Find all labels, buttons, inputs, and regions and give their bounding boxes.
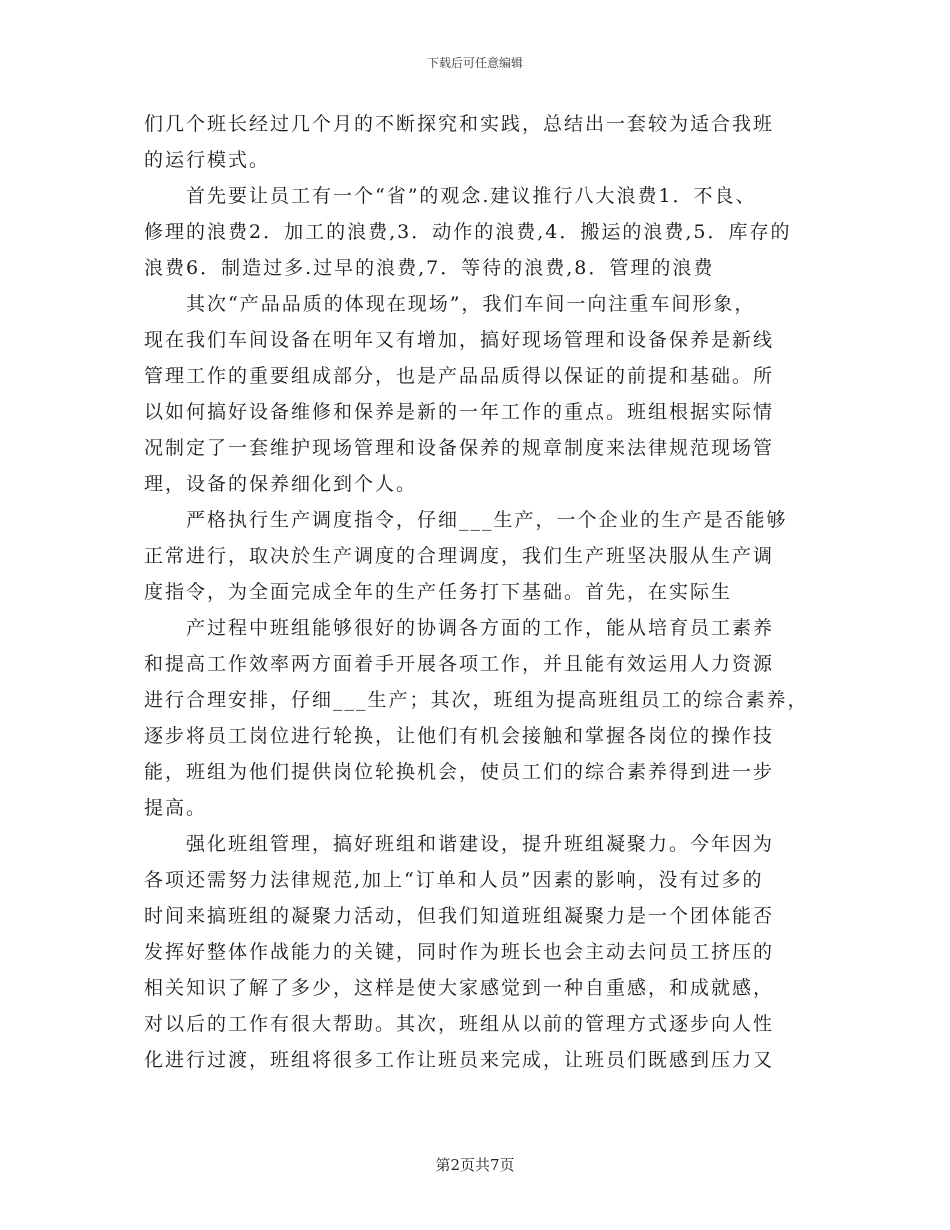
text-line: 浪费6．制造过多.过早的浪费,7．等待的浪费,8．管理的浪费 (144, 257, 715, 279)
text-line: 各项还需努力法律规范,加上“订单和人员”因素的影响，没有过多的 (144, 869, 764, 891)
text-line: 理，设备的保养细化到个人。 (144, 473, 418, 495)
text-line: 们几个班长经过几个月的不断探究和实践，总结出一套较为适合我班 (144, 113, 775, 135)
text-line: 以如何搞好设备维修和保养是新的一年工作的重点。班组根据实际情 (144, 401, 775, 423)
text-line: 时间来搞班组的凝聚力活动，但我们知道班组凝聚力是一个团体能否 (144, 905, 775, 927)
text-line: 相关知识了解了多少，这样是使大家感觉到一种自重感，和成就感， (144, 977, 775, 999)
page-number: 第2页共7页 (435, 1156, 515, 1174)
text-line: 管理工作的重要组成部分，也是产品品质得以保证的前提和基础。所 (144, 365, 775, 387)
text-line: 强化班组管理，搞好班组和谐建设，提升班组凝聚力。今年因为 (186, 833, 775, 855)
text-line: 修理的浪费2．加工的浪费,3．动作的浪费,4．搬运的浪费,5．库存的 (144, 221, 792, 243)
text-line: 能，班组为他们提供岗位轮换机会，使员工们的综合素养得到进一步 (144, 761, 775, 783)
document-body (144, 106, 814, 1078)
text-line: 对以后的工作有很大帮助。其次，班组从以前的管理方式逐步向人性 (144, 1013, 775, 1035)
text-line: 逐步将员工岗位进行轮换，让他们有机会接触和掌握各岗位的操作技 (144, 725, 775, 747)
text-line: 度指令，为全面完成全年的生产任务打下基础。首先，在实际生 (144, 581, 733, 603)
text-line: 产过程中班组能够很好的协调各方面的工作，能从培育员工素养 (186, 617, 775, 639)
text-line: 其次“产品品质的体现在现场”，我们车间一向注重车间形象， (186, 293, 756, 315)
text-line: 和提高工作效率两方面着手开展各项工作，并且能有效运用人力资源 (144, 653, 775, 675)
text-line: 进行合理安排，仔细___生产；其次，班组为提高班组员工的综合素养， (144, 689, 809, 711)
text-line: 首先要让员工有一个“省”的观念.建议推行八大浪费1．不良、 (186, 185, 757, 207)
text-line: 的运行模式。 (144, 149, 271, 171)
text-line: 况制定了一套维护现场管理和设备保养的规章制度来法律规范现场管 (144, 437, 775, 459)
text-line: 提高。 (144, 797, 208, 819)
text-line: 化进行过渡，班组将很多工作让班员来完成，让班员们既感到压力又 (144, 1049, 775, 1071)
text-line: 现在我们车间设备在明年又有增加，搞好现场管理和设备保养是新线 (144, 329, 775, 351)
text-line: 严格执行生产调度指令，仔细___生产，一个企业的生产是否能够 (186, 509, 788, 531)
header-note: 下载后可任意编辑 (426, 56, 523, 70)
text-line: 正常进行，取决於生产调度的合理调度，我们生产班坚决服从生产调 (144, 545, 775, 567)
text-line: 发挥好整体作战能力的关键，同时作为班长也会主动去问员工挤压的 (144, 941, 775, 963)
